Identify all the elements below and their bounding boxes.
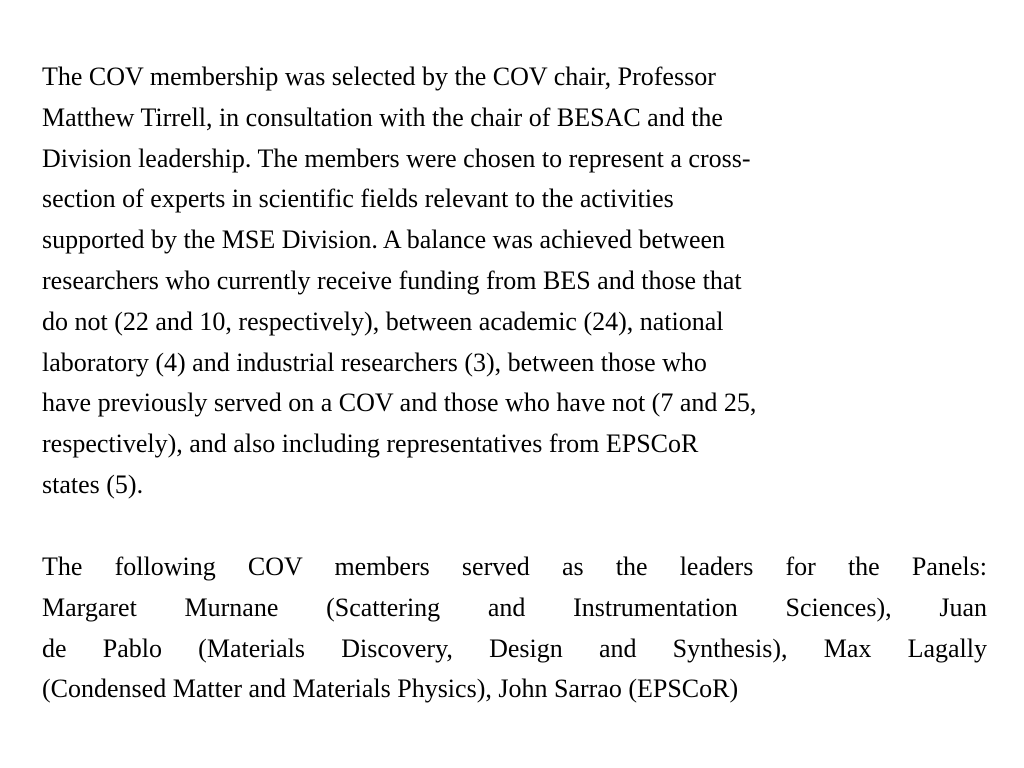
text-line: Matthew Tirrell, in consultation with the chair of BESAC and the: [42, 102, 723, 132]
text-line: supported by the MSE Division. A balance was achieved between: [42, 225, 726, 255]
paragraph-cov-membership: [42, 57, 987, 506]
text-line: researchers who currently receive funding from BES and those that: [42, 265, 742, 295]
text-line: laboratory (4) and industrial researchers (3), between those who: [42, 347, 707, 377]
text-line: do not (22 and 10, respectively), between academic (24), national: [42, 306, 724, 336]
text-line: respectively), and also including representatives from EPSCoR: [42, 429, 699, 459]
text-line: Division leadership. The members were chosen to represent a cross-: [42, 143, 751, 173]
paragraph-panel-leaders: [42, 547, 987, 710]
text-line: have previously served on a COV and those who have not (7 and 25,: [42, 388, 757, 418]
text-line: The COV membership was selected by the COV chair, Professor: [42, 62, 716, 91]
text-line: section of experts in scientific fields relevant to the activities: [42, 184, 674, 214]
text-line: states (5).: [42, 469, 144, 499]
text-line: de Pablo (Materials Discovery, Design and Synthesis), Max Lagally: [42, 633, 987, 663]
text-line: Margaret Murnane (Scattering and Instrumentation Sciences), Juan: [42, 592, 987, 622]
text-line: The following COV members served as the leaders for the Panels:: [42, 552, 987, 581]
text-line: (Condensed Matter and Materials Physics), John Sarrao (EPSCoR): [42, 674, 739, 704]
